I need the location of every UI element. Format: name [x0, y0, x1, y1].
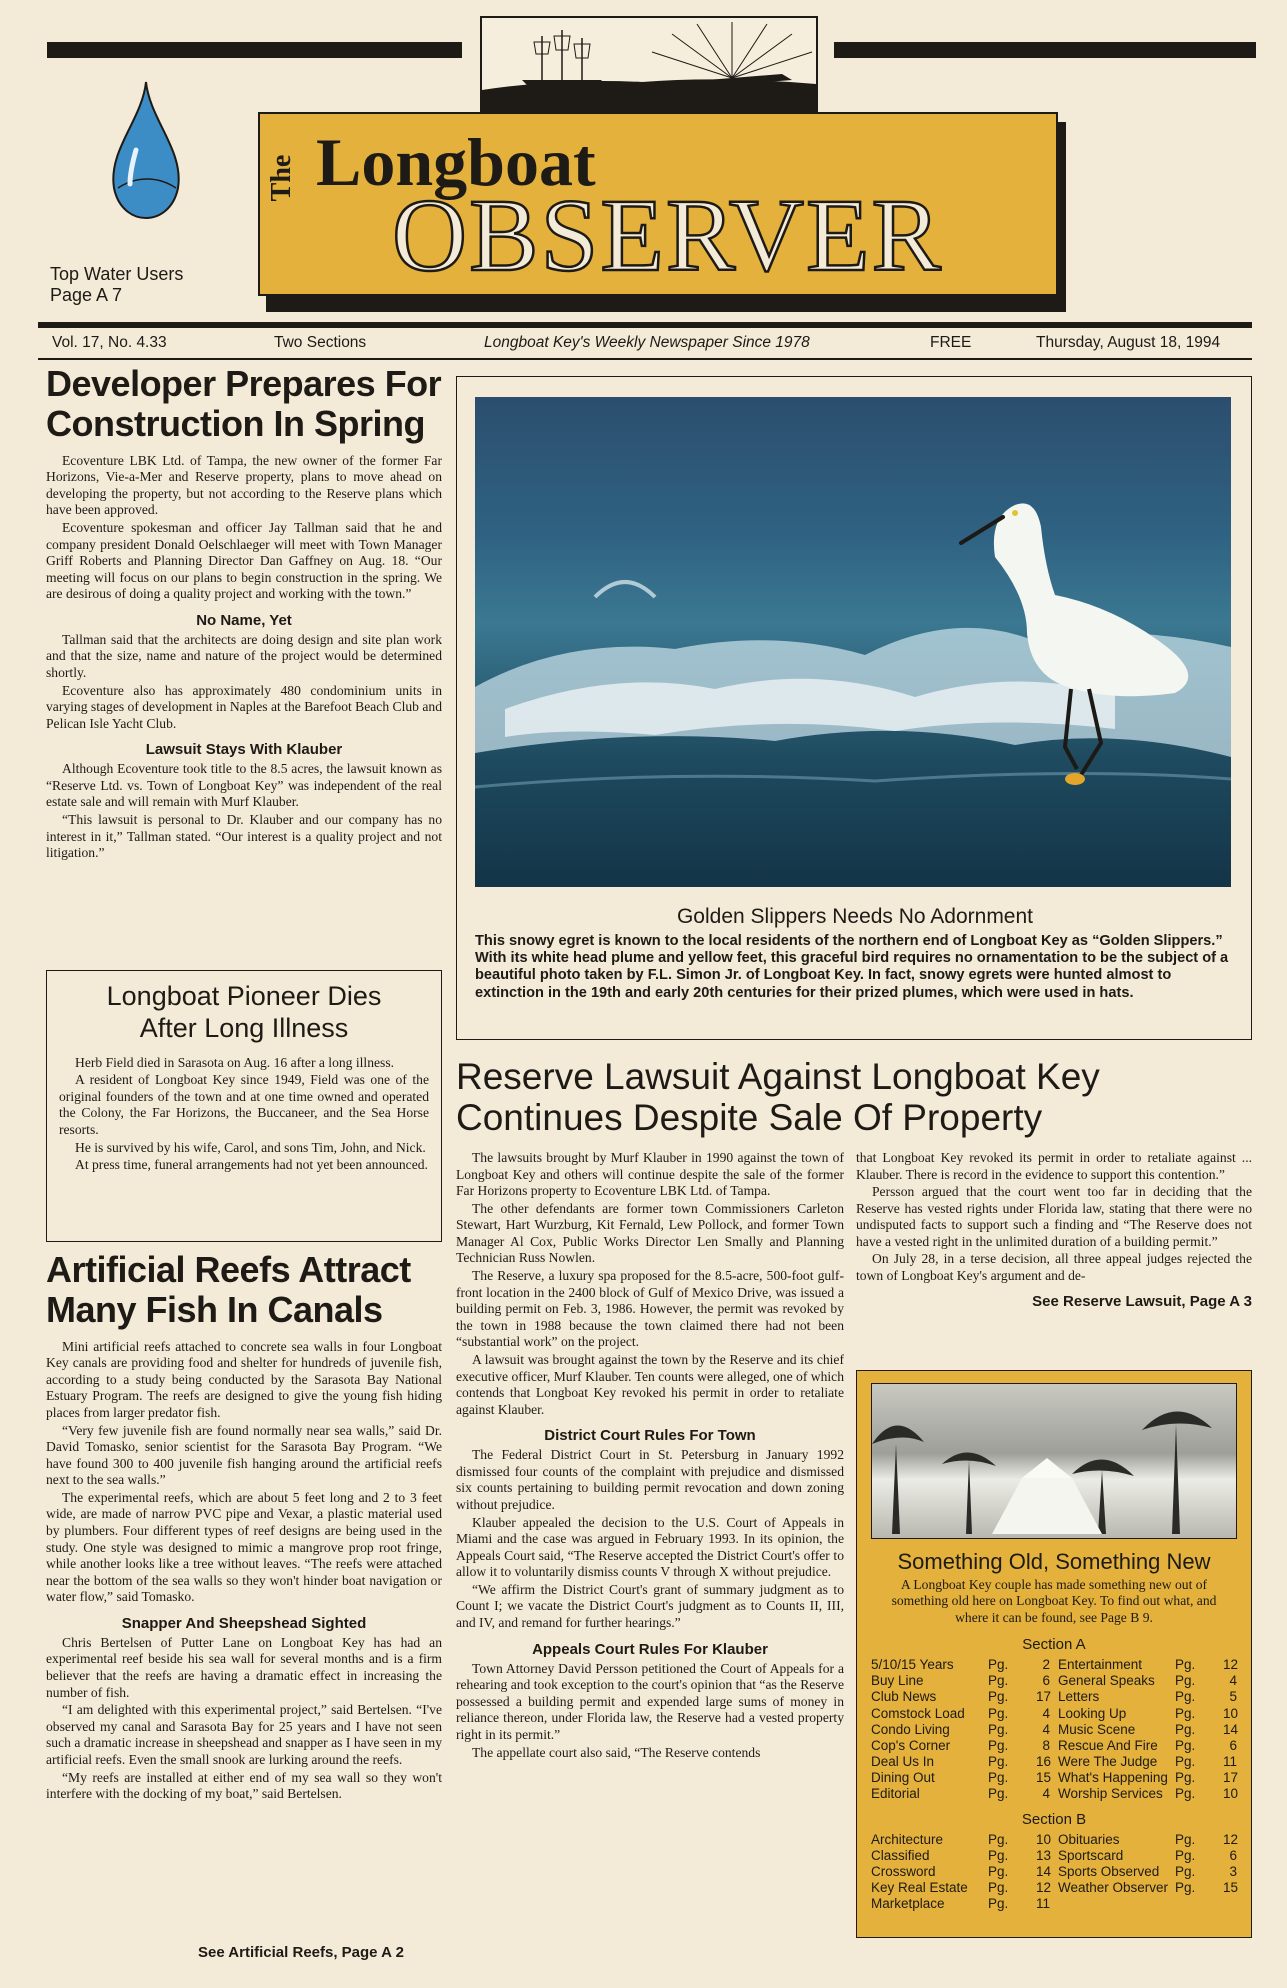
index-entry-pg-label: Pg.	[1175, 1831, 1196, 1847]
index-entry-pg-label: Pg.	[988, 1831, 1009, 1847]
index-entry[interactable]	[871, 1673, 1050, 1689]
index-entry-pg-label: Pg.	[988, 1864, 1009, 1879]
pioneer-paragraph-2: A resident of Longboat Key since 1949, Field was one of the original founders of the town and at one time owned and operated the Colony, the Far Horizons, the Buccaneer, and the Sea Horse resorts.	[59, 1072, 429, 1138]
egret-caption-title: Golden Slippers Needs No Adornment	[676, 905, 1034, 928]
reserve-column-1	[456, 1150, 844, 1928]
index-entry[interactable]	[1058, 1786, 1237, 1802]
reserve-headline[interactable]	[456, 1056, 1252, 1139]
index-entry-page: 17	[1223, 1770, 1239, 1786]
egret-photo-frame	[456, 376, 1252, 1040]
reefs-headline[interactable]	[46, 1250, 442, 1331]
index-section-a-left	[871, 1657, 1050, 1803]
index-entry-page: 4	[1042, 1721, 1050, 1737]
promo-text: A Longboat Key couple has made something new out of something old here on Longboat Key. To find out what, and where it can be found, see Page B 9.	[891, 1577, 1217, 1625]
index-entry-page: 16	[1036, 1754, 1052, 1770]
pioneer-headline-line-2: After Long Illness	[139, 1012, 349, 1043]
index-entry-name: Music Scene	[1058, 1721, 1136, 1737]
index-entry[interactable]	[871, 1848, 1050, 1864]
reserve-paragraph-8: Town Attorney David Persson petitioned the Court of Appeals for a rehearing and took exception to the court's opinion that “as the Reserve possessed a building permit and expended large sums of money in reliance thereon, under Florida law, the Reserve had a vested property right in its permit.”	[456, 1660, 844, 1742]
index-entry-page: 6	[1229, 1847, 1237, 1863]
index-entry-name: Looking Up	[1058, 1705, 1127, 1721]
index-entry[interactable]	[1058, 1848, 1237, 1864]
reserve-paragraph-3: The Reserve, a luxury spa proposed for the 8.5-acre, 500-foot gulf-front location in the 2400 block of Gulf of Mexico Drive, was issued a building permit on Feb. 3, 1986. However, the permit was revoked by the town in 1988 because the town claimed there had not been “substantial work” on the project.	[456, 1268, 844, 1350]
index-entry-name: Comstock Load	[871, 1705, 965, 1721]
masthead-rule-left	[47, 42, 462, 58]
promo-photo[interactable]	[871, 1383, 1237, 1539]
story-reefs	[46, 1250, 442, 1804]
index-entry-page: 2	[1042, 1656, 1050, 1672]
info-rule-top	[38, 322, 1252, 328]
index-entry-name: Classified	[871, 1847, 930, 1863]
pioneer-paragraph-1: Herb Field died in Sarasota on Aug. 16 after a long illness.	[75, 1054, 395, 1070]
index-entry-pg-label: Pg.	[1175, 1689, 1196, 1705]
index-entry-page: 5	[1229, 1689, 1237, 1705]
index-entry[interactable]	[871, 1754, 1050, 1770]
story-pioneer-box	[46, 970, 442, 1242]
index-entry[interactable]	[1058, 1754, 1237, 1770]
index-entry-name: Condo Living	[871, 1721, 950, 1737]
info-date: Thursday, August 18, 1994	[1036, 334, 1221, 351]
index-entry-pg-label: Pg.	[988, 1656, 1009, 1672]
info-price: FREE	[930, 334, 972, 351]
index-entry[interactable]	[871, 1689, 1050, 1705]
index-entry-pg-label: Pg.	[1175, 1880, 1196, 1896]
index-entry-name: Deal Us In	[871, 1754, 935, 1770]
masthead-title-longboat: Longboat	[316, 124, 596, 200]
masthead-title-observer: OBSERVER	[392, 178, 943, 293]
index-entry-name: Rescue And Fire	[1058, 1737, 1158, 1753]
index-entry-page: 12	[1036, 1880, 1052, 1896]
teaser-line-2: Page A 7	[50, 284, 123, 305]
index-entry[interactable]	[1058, 1738, 1237, 1754]
index-section-b	[871, 1832, 1237, 1913]
reefs-paragraph-3: The experimental reefs, which are about 5 feet long and 2 to 3 feet wide, are made of narrow PVC pipe and Vexar, a plastic material used by plumbers. Four different types of reef designs are being used in the study. One style was designed to mimic a mangrove prop root fringe, while another looks like a tree without leaves. “The reefs were attached near the bottom of the sea walls so they won't hinder boat navigation or water flow,” said Tomasko.	[46, 1489, 442, 1605]
index-entry-page: 12	[1223, 1831, 1239, 1847]
index-entry[interactable]	[871, 1896, 1050, 1912]
index-entry-name: Marketplace	[871, 1896, 945, 1912]
index-entry[interactable]	[1058, 1832, 1237, 1848]
index-section-b-right	[1058, 1832, 1237, 1913]
index-entry[interactable]	[1058, 1722, 1237, 1738]
index-entry-name: Weather Observer	[1058, 1880, 1169, 1896]
index-entry-pg-label: Pg.	[988, 1673, 1009, 1689]
reserve-subhead-1: District Court Rules For Town	[544, 1427, 756, 1445]
developer-paragraph-6: “This lawsuit is personal to Dr. Klauber and our company has no interest in it,” Tallman stated. “Our interest is a quality project and not litigation.”	[46, 812, 442, 861]
reefs-subhead-1: Snapper And Sheepshead Sighted	[121, 1614, 367, 1632]
promo-title[interactable]: Something Old, Something New	[897, 1549, 1211, 1574]
index-entry-page: 8	[1042, 1737, 1050, 1753]
index-entry-name: Architecture	[871, 1831, 944, 1847]
index-entry-name: Letters	[1058, 1689, 1100, 1705]
index-entry-pg-label: Pg.	[988, 1847, 1009, 1863]
index-section-b-title: Section B	[1021, 1810, 1087, 1828]
index-entry-pg-label: Pg.	[988, 1770, 1009, 1786]
reserve-paragraph-7: “We affirm the District Court's grant of summary judgment as to Count I; we vacate the District Court's judgment as to Counts II, III, and IV, and remand for further hearings.”	[456, 1581, 844, 1631]
index-entry-pg-label: Pg.	[988, 1786, 1009, 1802]
index-entry-page: 10	[1223, 1786, 1239, 1802]
index-entry-pg-label: Pg.	[1175, 1786, 1196, 1802]
reefs-headline-line-2: Many Fish In Canals	[46, 1289, 383, 1331]
index-entry-pg-label: Pg.	[1175, 1770, 1196, 1786]
index-entry-page: 14	[1036, 1864, 1052, 1879]
reefs-continued-link[interactable]: See Artificial Reefs, Page A 2	[198, 1944, 404, 1961]
index-entry[interactable]	[1058, 1689, 1237, 1705]
index-entry-pg-label: Pg.	[1175, 1864, 1196, 1879]
developer-headline-line-1: Developer Prepares For	[46, 363, 442, 404]
developer-paragraph-1: Ecoventure LBK Ltd. of Tampa, the new owner of the former Far Horizons, Vie-a-Mer and Reserve property, plans to move ahead on developing the property, but not according to the Reserve plans which have been approved.	[46, 452, 442, 518]
developer-paragraph-5: Although Ecoventure took title to the 8.5 acres, the lawsuit known as “Reserve Ltd. vs. Town of Longboat Key” was independent of the real estate sale and will remain with Murf Klauber.	[46, 761, 442, 810]
index-entry[interactable]	[1058, 1880, 1237, 1896]
pioneer-paragraph-4: At press time, funeral arrangements had not yet been announced.	[75, 1157, 428, 1173]
masthead-title-the: The	[266, 154, 297, 202]
story-developer	[46, 364, 442, 863]
reefs-paragraph-6: “My reefs are installed at either end of my sea wall so they won't interfere with the docking of my boat,” said Bertelsen.	[46, 1769, 442, 1802]
index-entry-name: Cop's Corner	[871, 1737, 951, 1753]
reserve-headline-line-1: Reserve Lawsuit Against Longboat Key	[456, 1056, 1100, 1097]
index-entry-pg-label: Pg.	[988, 1689, 1009, 1705]
reefs-paragraph-2: “Very few juvenile fish are found normally near sea walls,” said Dr. David Tomasko, senior scientist for the Sarasota Bay Program. “We have found 300 to 400 juvenile fish hanging around the artificial reefs next to the sea walls.”	[46, 1422, 442, 1488]
index-entry-name: Entertainment	[1058, 1656, 1143, 1672]
reserve-paragraph-6: Klauber appealed the decision to the U.S. Court of Appeals in Miami and the case was argued in February 1993. In its opinion, the Appeals Court said, “The Reserve accepted the District Court's offer to allow it to voluntarily dismiss counts V through X without prejudice.	[456, 1514, 844, 1580]
index-entry-pg-label: Pg.	[988, 1754, 1009, 1770]
developer-headline[interactable]	[46, 364, 442, 445]
index-entry-name: Buy Line	[871, 1673, 924, 1689]
developer-subhead-1: No Name, Yet	[196, 611, 292, 629]
reserve-paragraph-1: The lawsuits brought by Murf Klauber in 1990 against the town of Longboat Key and others will continue despite the sale of the former Far Horizons property to Ecoventure LBK Ltd. of Tampa.	[456, 1150, 844, 1199]
info-sections: Two Sections	[274, 334, 367, 351]
index-entry-page: 10	[1223, 1705, 1239, 1721]
reefs-paragraph-4: Chris Bertelsen of Putter Lane on Longboat Key has had an experimental reef beside his sea wall for several months and is a firm believer that the reefs are having a dramatic effect in increasing the number of fish.	[46, 1634, 442, 1700]
index-entry-pg-label: Pg.	[1175, 1721, 1196, 1737]
reserve-column-2	[856, 1150, 1252, 1310]
reserve-paragraph-11: Persson argued that the court went too far in deciding that the Reserve has vested rights under Florida law, stating that there were no undisputed facts to support such a finding and “The Reserve does not have a vested right in the unlimited duration of a building permit.”	[856, 1184, 1252, 1249]
teaser-top-water-users[interactable]	[50, 264, 183, 305]
reserve-paragraph-2: The other defendants are former town Commissioners Carleton Stewart, Hart Wurzburg, Kit Fernald, Lew Pollock, and former Town Manager Al Cox, Public Works Director Len Smally and Planning Technician Russ Nowlen.	[456, 1200, 844, 1266]
index-section-b-left	[871, 1832, 1050, 1913]
promo-index-box	[856, 1370, 1252, 1938]
index-entry-name: Sportscard	[1058, 1847, 1124, 1863]
index-entry-name: 5/10/15 Years	[871, 1656, 954, 1672]
index-entry[interactable]	[1058, 1673, 1237, 1689]
reserve-paragraph-9: The appellate court also said, “The Reserve contends	[472, 1744, 761, 1760]
index-entry-pg-label: Pg.	[1175, 1737, 1196, 1753]
index-entry-name: Club News	[871, 1689, 937, 1705]
index-entry-page: 15	[1223, 1880, 1239, 1896]
index-entry-pg-label: Pg.	[1175, 1847, 1196, 1863]
index-entry[interactable]	[1058, 1657, 1237, 1673]
index-entry[interactable]	[871, 1786, 1050, 1802]
index-entry-pg-label: Pg.	[1175, 1673, 1196, 1689]
index-entry-name: Crossword	[871, 1864, 936, 1879]
reserve-paragraph-4: A lawsuit was brought against the town by the Reserve and its chief executive officer, Murf Klauber. Ten counts were alleged, one of which contends that Longboat Key revoked his permit in order to retaliate against Klauber.	[456, 1351, 844, 1417]
index-entry[interactable]	[871, 1706, 1050, 1722]
pioneer-headline-line-1: Longboat Pioneer Dies	[106, 981, 382, 1011]
index-entry-pg-label: Pg.	[1175, 1754, 1196, 1770]
index-entry[interactable]	[871, 1722, 1050, 1738]
egret-photo[interactable]	[475, 397, 1231, 887]
index-entry[interactable]	[1058, 1770, 1237, 1786]
index-entry-name: Were The Judge	[1058, 1754, 1158, 1770]
index-entry-pg-label: Pg.	[988, 1880, 1009, 1896]
masthead-rule-right	[834, 42, 1256, 58]
reserve-paragraph-12: On July 28, in a terse decision, all three appeal judges rejected the town of Longboat Key's argument and de-	[856, 1251, 1252, 1284]
index-entry-page: 13	[1036, 1847, 1052, 1863]
reefs-headline-line-1: Artificial Reefs Attract	[46, 1249, 411, 1290]
index-section-a-right	[1058, 1657, 1237, 1803]
pioneer-headline[interactable]	[59, 981, 429, 1045]
index-entry-name: Dining Out	[871, 1770, 935, 1786]
index-entry-page: 4	[1042, 1786, 1050, 1802]
index-section-a	[871, 1657, 1237, 1803]
index-entry-page: 11	[1036, 1896, 1051, 1912]
index-entry-pg-label: Pg.	[1175, 1656, 1196, 1672]
index-entry-page: 11	[1223, 1754, 1238, 1770]
developer-paragraph-4: Ecoventure also has approximately 480 condominium units in varying stages of development in Naples at the Barefoot Beach Club and Pelican Isle Yacht Club.	[46, 682, 442, 731]
index-entry[interactable]	[1058, 1864, 1237, 1880]
index-section-a-title: Section A	[1022, 1635, 1086, 1653]
index-entry[interactable]	[871, 1832, 1050, 1848]
index-entry[interactable]	[871, 1864, 1050, 1880]
index-entry-page: 4	[1229, 1673, 1237, 1689]
reserve-headline-line-2: Continues Despite Sale Of Property	[456, 1097, 1043, 1139]
index-entry-pg-label: Pg.	[988, 1705, 1009, 1721]
index-entry[interactable]	[1058, 1706, 1237, 1722]
developer-headline-line-2: Construction In Spring	[46, 403, 425, 445]
index-entry[interactable]	[871, 1770, 1050, 1786]
info-tagline: Longboat Key's Weekly Newspaper Since 1978	[484, 334, 810, 351]
index-entry-name: Key Real Estate	[871, 1880, 968, 1896]
index-entry-page: 12	[1223, 1656, 1239, 1672]
index-entry-page: 3	[1229, 1864, 1237, 1879]
reserve-subhead-2: Appeals Court Rules For Klauber	[532, 1640, 768, 1658]
pioneer-paragraph-3: He is survived by his wife, Carol, and sons Tim, John, and Nick.	[75, 1139, 426, 1155]
index-entry-pg-label: Pg.	[988, 1896, 1009, 1912]
index-entry-name: Sports Observed	[1058, 1864, 1160, 1879]
developer-paragraph-3: Tallman said that the architects are doing design and site plan work and that the size, name and nature of the project would be determined shortly.	[46, 631, 442, 680]
index-entry-page: 4	[1042, 1705, 1050, 1721]
index-entry[interactable]	[871, 1738, 1050, 1754]
index-entry-page: 15	[1036, 1770, 1052, 1786]
index-entry-page: 14	[1223, 1721, 1239, 1737]
reefs-paragraph-5: “I am delighted with this experimental project,” said Bertelsen. “I've observed my canal and Sarasota Bay for 25 years and I have not seen such a dramatic increase in sheepshead and snapper as I have seen in my artificial reefs. Even the small snook are lurking around the reefs.	[46, 1702, 442, 1767]
ship-sunrise-illustration	[480, 16, 818, 112]
index-entry-name: Worship Services	[1058, 1786, 1163, 1802]
index-entry-page: 10	[1036, 1831, 1052, 1847]
teaser-line-1: Top Water Users	[50, 264, 184, 284]
index-entry-pg-label: Pg.	[988, 1737, 1009, 1753]
index-entry-pg-label: Pg.	[988, 1721, 1009, 1737]
index-entry[interactable]	[871, 1880, 1050, 1896]
index-entry-pg-label: Pg.	[1175, 1705, 1196, 1721]
index-entry-name: General Speaks	[1058, 1673, 1155, 1689]
index-entry[interactable]	[871, 1657, 1050, 1673]
reserve-paragraph-5: The Federal District Court in St. Petersburg in January 1992 dismissed four counts of the complaint with prejudice and dismissed six counts pertaining to building permit revocation and down zoning without prejudice.	[456, 1447, 844, 1512]
reefs-paragraph-1: Mini artificial reefs attached to concrete sea walls in four Longboat Key canals are providing food and shelter for hundreds of juvenile fish, according to a study being conducted by the Sarasota Bay National Estuary Program. The reefs are designed to give the young fish hiding places from larger predator fish.	[46, 1338, 442, 1420]
developer-subhead-2: Lawsuit Stays With Klauber	[145, 741, 343, 759]
developer-paragraph-2: Ecoventure spokesman and officer Jay Tallman said that he and company president Donald Oelschlaeger will meet with Town Manager Griff Roberts and Planning Director Dan Gaffney on Aug. 18. “Our meeting will focus on our plans to begin construction in the spring. We are desirous of doing a quality project and working with the town.”	[46, 519, 442, 602]
info-rule-bottom	[38, 358, 1252, 360]
index-entry-name: Obituaries	[1058, 1831, 1120, 1847]
index-entry-page: 17	[1036, 1689, 1052, 1705]
egret-caption-text: This snowy egret is known to the local residents of the northern end of Longboat Key as “Golden Slippers.” With its white head plume and yellow feet, this graceful bird requires no ornamentation to be the subject of a beautiful photo taken by F.L. Simon Jr. of Longboat Key. In fact, snowy egrets were hunted almost to extinction in the 19th and early 20th centuries for their prized plumes, which were used in hats.	[475, 933, 1229, 1001]
water-drop-icon	[106, 80, 186, 220]
reserve-continued-link[interactable]: See Reserve Lawsuit, Page A 3	[1032, 1292, 1252, 1310]
masthead-logo-box[interactable]	[258, 112, 1058, 296]
index-entry-page: 6	[1229, 1737, 1237, 1753]
index-entry-page: 6	[1042, 1673, 1050, 1689]
info-volume: Vol. 17, No. 4.33	[52, 334, 167, 351]
index-entry-name: Editorial	[871, 1786, 920, 1802]
info-bar	[44, 334, 1254, 356]
index-entry-name: What's Happening	[1058, 1770, 1168, 1786]
reserve-paragraph-10: that Longboat Key revoked its permit in order to retaliate against ... Klauber. There is record in the evidence to support this contention.”	[856, 1150, 1252, 1182]
